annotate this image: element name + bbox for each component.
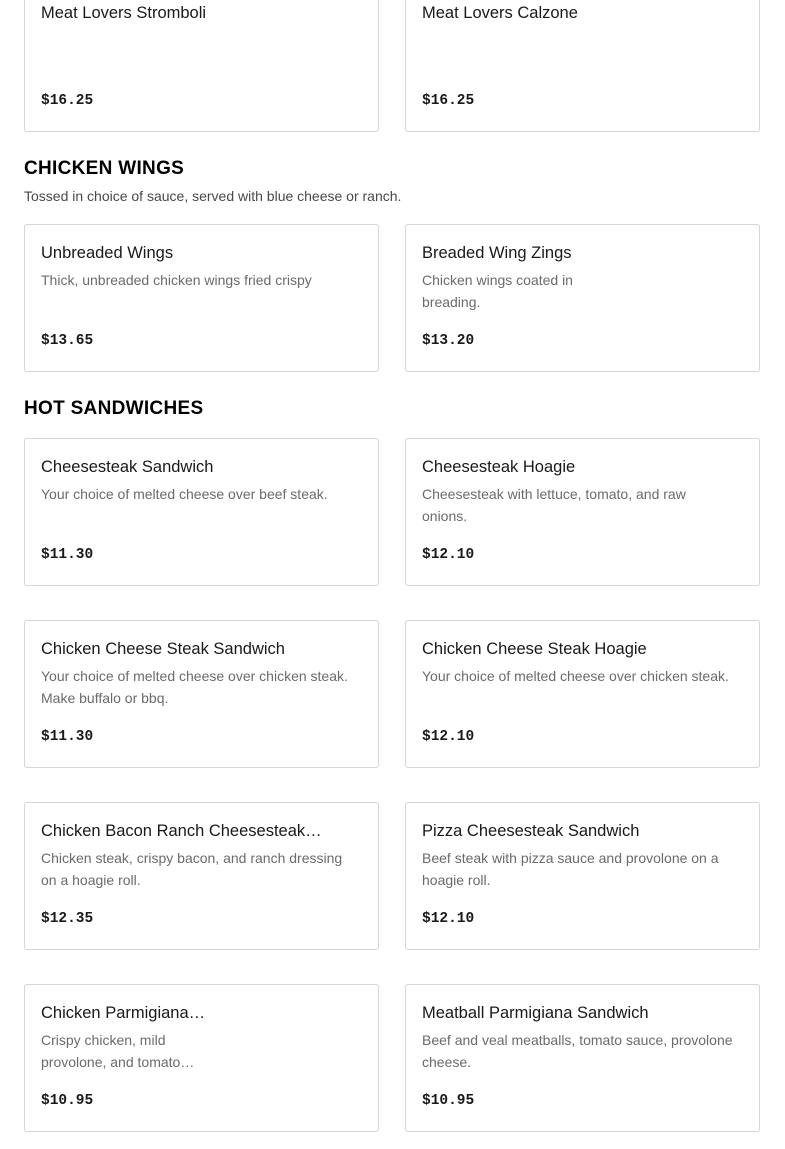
section-description: Tossed in choice of sauce, served with blue cheese or ranch.	[24, 188, 402, 204]
menu-item-card[interactable]	[24, 224, 379, 372]
menu-item-name: Cheesesteak Sandwich	[41, 458, 214, 476]
menu-item-description	[422, 483, 686, 527]
menu-item-name: Chicken Parmigiana…	[41, 1004, 206, 1022]
menu-item-card[interactable]	[405, 620, 760, 768]
menu-item-price: $10.95	[422, 1093, 475, 1109]
menu-item-description	[422, 847, 719, 891]
menu-item-description	[41, 847, 342, 891]
menu-item-description	[422, 665, 729, 687]
menu-item-description	[41, 665, 348, 709]
menu-item-description	[41, 269, 312, 291]
menu-item-price: $11.30	[41, 547, 94, 563]
menu-item-card[interactable]	[405, 224, 760, 372]
description-line: Chicken steak, crispy bacon, and ranch dressing	[41, 850, 343, 866]
description-line: Cheesesteak with lettuce, tomato, and raw	[422, 486, 686, 502]
menu-item-name: Chicken Bacon Ranch Cheesesteak…	[41, 822, 322, 840]
menu-item-card[interactable]	[24, 0, 379, 132]
menu-item-price: $16.25	[422, 93, 475, 109]
menu-item-name: Chicken Cheese Steak Sandwich	[41, 640, 285, 658]
menu-item-name: Chicken Cheese Steak Hoagie	[422, 640, 647, 658]
description-line: Your choice of melted cheese over beef steak.	[41, 486, 328, 502]
menu-item-name: Unbreaded Wings	[41, 244, 174, 262]
description-line: hoagie roll.	[422, 872, 491, 888]
menu-item-card[interactable]	[405, 802, 760, 950]
description-line: onions.	[422, 508, 468, 524]
menu-item-description	[422, 269, 573, 313]
menu-item-name: Meatball Parmigiana Sandwich	[422, 1004, 649, 1022]
section-heading-hot-sandwiches: HOT SANDWICHES	[24, 398, 204, 419]
description-line: provolone, and tomato…	[41, 1054, 195, 1070]
menu-item-price: $13.20	[422, 333, 475, 349]
menu-item-name: Cheesesteak Hoagie	[422, 458, 576, 476]
menu-item-name: Pizza Cheesesteak Sandwich	[422, 822, 640, 840]
menu-item-price: $12.10	[422, 911, 475, 927]
menu-item-price: $16.25	[41, 93, 94, 109]
description-line: Beef steak with pizza sauce and provolone on a	[422, 850, 719, 866]
menu-item-price: $12.10	[422, 547, 475, 563]
menu-item-price: $12.10	[422, 729, 475, 745]
description-line: breading.	[422, 294, 481, 310]
description-line: Your choice of melted cheese over chicken steak.	[41, 668, 348, 684]
description-line: Your choice of melted cheese over chicken steak.	[422, 668, 729, 684]
section-heading-chicken-wings: CHICKEN WINGS	[24, 158, 185, 179]
menu-item-card[interactable]	[405, 438, 760, 586]
menu-item-card[interactable]	[24, 620, 379, 768]
description-line: Thick, unbreaded chicken wings fried crispy	[41, 272, 312, 288]
menu-item-description	[41, 1029, 194, 1073]
menu-item-description	[422, 1029, 733, 1073]
menu-item-name: Meat Lovers Calzone	[422, 4, 578, 22]
menu-item-card[interactable]	[405, 984, 760, 1132]
description-line: Make buffalo or bbq.	[41, 690, 169, 706]
menu-item-name: Breaded Wing Zings	[422, 244, 572, 262]
description-line: Beef and veal meatballs, tomato sauce, provolone	[422, 1032, 733, 1048]
description-line: Crispy chicken, mild	[41, 1032, 166, 1048]
menu-item-price: $13.65	[41, 333, 94, 349]
menu-item-price: $12.35	[41, 911, 94, 927]
menu-item-card[interactable]	[24, 438, 379, 586]
description-line: Chicken wings coated in	[422, 272, 573, 288]
menu-item-description	[41, 483, 328, 505]
menu-item-card[interactable]	[24, 802, 379, 950]
menu-item-card[interactable]	[24, 984, 379, 1132]
menu-item-price: $11.30	[41, 729, 94, 745]
menu-item-card[interactable]	[405, 0, 760, 132]
description-line: cheese.	[422, 1054, 472, 1070]
menu-item-price: $10.95	[41, 1093, 94, 1109]
menu-item-name: Meat Lovers Stromboli	[41, 4, 207, 22]
description-line: on a hoagie roll.	[41, 872, 141, 888]
